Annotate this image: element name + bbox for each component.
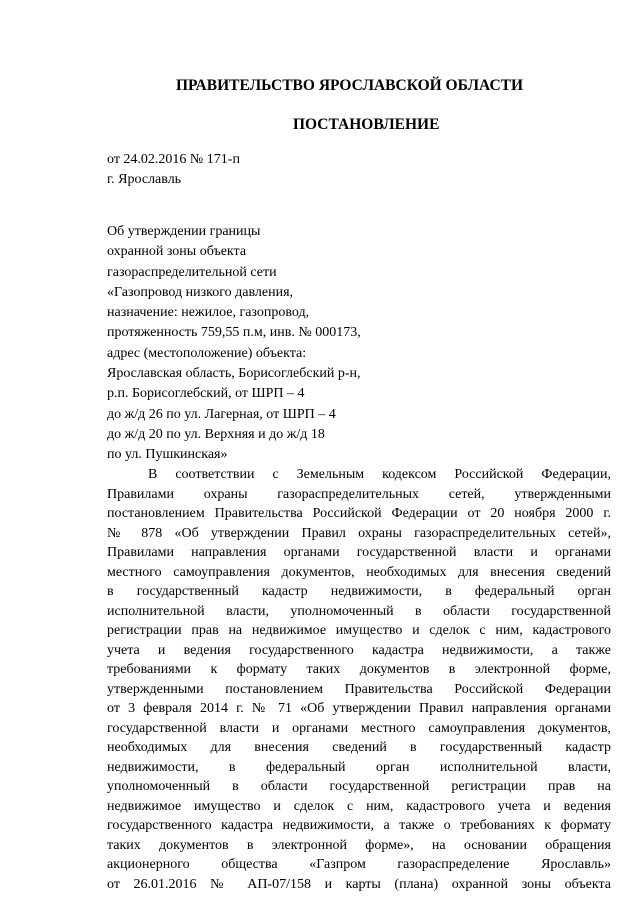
- city: г. Ярославль: [107, 172, 182, 187]
- body-line: регистрации прав на недвижимое имущество и сделок с ним, кадастрового: [107, 623, 611, 638]
- body-line: необходимых для внесения сведений в государственный кадастр: [107, 740, 611, 755]
- subject-line: Ярославская область, Борисоглебский р-н,: [107, 366, 361, 382]
- body-line: от 3 февраля 2014 г. № 71 «Об утверждении Правил направления органами: [107, 701, 611, 716]
- subject-line: адрес (местоположение) объекта:: [107, 345, 307, 361]
- subject-line: охранной зоны объекта: [107, 244, 247, 260]
- body-line: В соответствии с Земельным кодексом Российской Федерации,: [148, 467, 611, 482]
- document-type-heading: ПОСТАНОВЛЕНИЕ: [293, 116, 440, 133]
- subject-line: назначение: нежилое, газопровод,: [107, 305, 310, 321]
- subject-line: протяженность 759,55 п.м, инв. № 000173,: [107, 325, 361, 341]
- subject-block: [107, 222, 361, 466]
- subject-line: р.п. Борисоглебский, от ШРП – 4: [107, 386, 305, 402]
- subject-line: по ул. Пушкинская»: [107, 447, 228, 463]
- body-line: Правилами направления органами государственной власти и органами: [107, 545, 611, 560]
- subject-line: газораспределительной сети: [107, 264, 277, 280]
- body-line: исполнительной власти, уполномоченный в области государственной: [107, 603, 611, 619]
- body-line: недвижимости, в федеральный орган исполнительной власти,: [107, 759, 611, 775]
- body-line: акционерного общества «Газпром газораспределение Ярославль»: [107, 857, 611, 872]
- subject-line: до ж/д 26 по ул. Лагерная, от ШРП – 4: [107, 406, 336, 422]
- body-line: государственного кадастра недвижимости, а также о требованиях к формату: [107, 818, 611, 833]
- body-line: уполномоченный в области государственной регистрации прав на: [107, 779, 611, 794]
- body-line: утвержденными постановлением Правительства Российской Федерации: [107, 681, 611, 697]
- body-line: № 878 «Об утверждении Правил охраны газораспределительных сетей»,: [107, 525, 611, 541]
- date-number: от 24.02.2016 № 171-п: [107, 152, 240, 167]
- body-line: постановлением Правительства Российской Федерации от 20 ноября 2000 г.: [107, 506, 611, 521]
- subject-line: «Газопровод низкого давления,: [107, 284, 294, 300]
- body-line: учета и ведения государственного кадастра недвижимости, а также: [107, 642, 611, 658]
- body-line: местного самоуправления документов, необходимых для внесения сведений: [107, 564, 611, 580]
- body-paragraph: [107, 465, 611, 894]
- subject-line: Об утверждении границы: [107, 224, 261, 239]
- body-line: требованиями к формату таких документов в электронной форме,: [107, 662, 611, 677]
- body-line: Правилами охраны газораспределительных сетей, утвержденными: [107, 486, 611, 502]
- body-line: от 26.01.2016 № АП-07/158 и карты (плана) охранной зоны объекта: [107, 876, 611, 892]
- body-line: в государственный кадастр недвижимости, в федеральный орган: [107, 584, 611, 599]
- document-meta: [107, 150, 240, 190]
- body-line: государственной власти и органами местного самоуправления документов,: [107, 720, 611, 736]
- body-line: таких документов в электронной форме», на основании обращения: [107, 837, 611, 853]
- subject-line: до ж/д 20 по ул. Верхняя и до ж/д 18: [107, 426, 325, 442]
- government-heading: ПРАВИТЕЛЬСТВО ЯРОСЛАВСКОЙ ОБЛАСТИ: [176, 77, 524, 94]
- body-line: недвижимое имущество и сделок с ним, кадастрового учета и ведения: [107, 798, 611, 814]
